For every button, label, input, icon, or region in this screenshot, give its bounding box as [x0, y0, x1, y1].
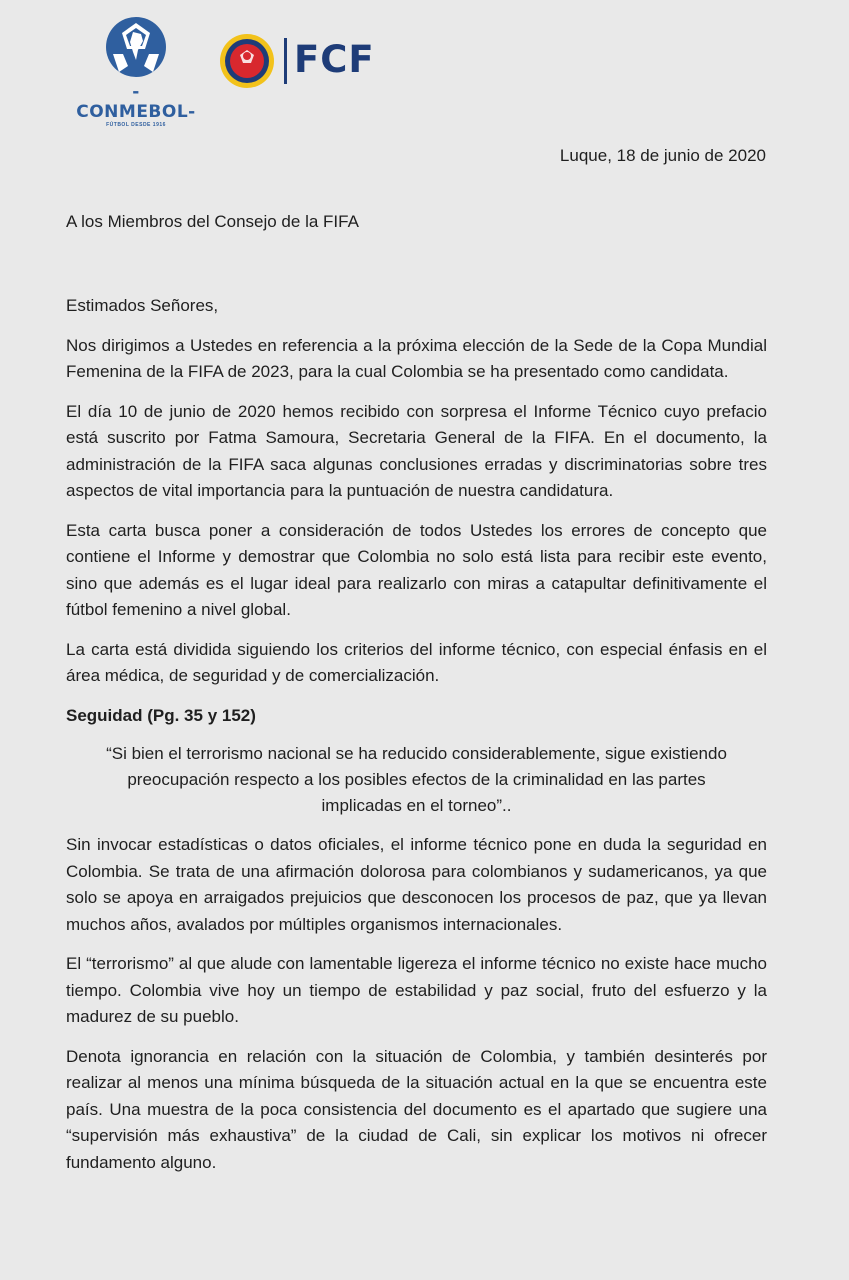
body-paragraph: Esta carta busca poner a consideración de todos Ustedes los errores de concepto que contiene el Informe y demostrar que Colombia no solo está lista para recibir este evento, sino que además es el lugar ideal para realizarlo con miras a catapultar definitivamente el fútbol femenino a nivel global.	[66, 520, 767, 619]
body-paragraph: El “terrorismo” al que alude con lamentable ligereza el informe técnico no existe hace mucho tiempo. Colombia vive hoy un tiempo de estabilidad y paz social, fruto del esfuerzo y la madurez de su pueblo.	[66, 954, 767, 1026]
conmebol-ball-icon	[103, 14, 169, 80]
body-paragraph: Sin invocar estadísticas o datos oficiales, el informe técnico pone en duda la seguridad en Colombia. Se trata de una afirmación dolorosa para colombianos y sudamericanos, ya que solo se apoya en arraigados prejuicios que desconocen los procesos de paz, que ya llevan muchos años, avalados por múltiples organismos internacionales.	[66, 835, 767, 934]
fcf-badge-icon	[218, 32, 278, 92]
body-paragraph: La carta está dividida siguiendo los criterios del informe técnico, con especial énfasis en el área médica, de seguridad y de comercialización.	[66, 639, 767, 685]
letter-body	[66, 293, 767, 1189]
body-paragraph: Denota ignorancia en relación con la situación de Colombia, y también desinterés por realizar al menos una mínima búsqueda de la situación actual en la que se encuentra este país. Una muestra de la poca consistencia del documento es el apartado que sugiere una “supervisión más exhaustiva” de la ciudad de Cali, sin explicar los motivos ni ofrecer fundamento alguno.	[66, 1046, 767, 1172]
fcf-logo	[218, 36, 388, 96]
letter-date: Luque, 18 de junio de 2020	[559, 146, 766, 165]
conmebol-wordmark: -CONMEBOL-	[76, 82, 196, 122]
fcf-wordmark: FCF	[294, 38, 375, 81]
conmebol-logo	[76, 14, 196, 128]
section-heading: Seguidad (Pg. 35 y 152)	[66, 705, 256, 725]
report-quote: “Si bien el terrorismo nacional se ha reducido considerablemente, sigue existiendo preocupación respecto a los posibles efectos de la criminalidad en las partes implicadas en el torneo”..	[106, 744, 727, 815]
conmebol-tagline: FÚTBOL DESDE 1916	[106, 122, 166, 128]
fcf-divider	[284, 38, 287, 84]
letter-greeting: Estimados Señores,	[66, 296, 219, 315]
header-logos	[70, 14, 390, 128]
body-paragraph: El día 10 de junio de 2020 hemos recibido con sorpresa el Informe Técnico cuyo prefacio está suscrito por Fatma Samoura, Secretaria General de la FIFA. En el documento, la administración de la FIFA saca algunas conclusiones erradas y discriminatorias sobre tres aspectos de vital importancia para la puntuación de nuestra candidatura.	[66, 401, 767, 500]
letter-recipient: A los Miembros del Consejo de la FIFA	[66, 212, 359, 231]
body-paragraph: Nos dirigimos a Ustedes en referencia a la próxima elección de la Sede de la Copa Mundial Femenina de la FIFA de 2023, para la cual Colombia se ha presentado como candidata.	[66, 335, 767, 381]
